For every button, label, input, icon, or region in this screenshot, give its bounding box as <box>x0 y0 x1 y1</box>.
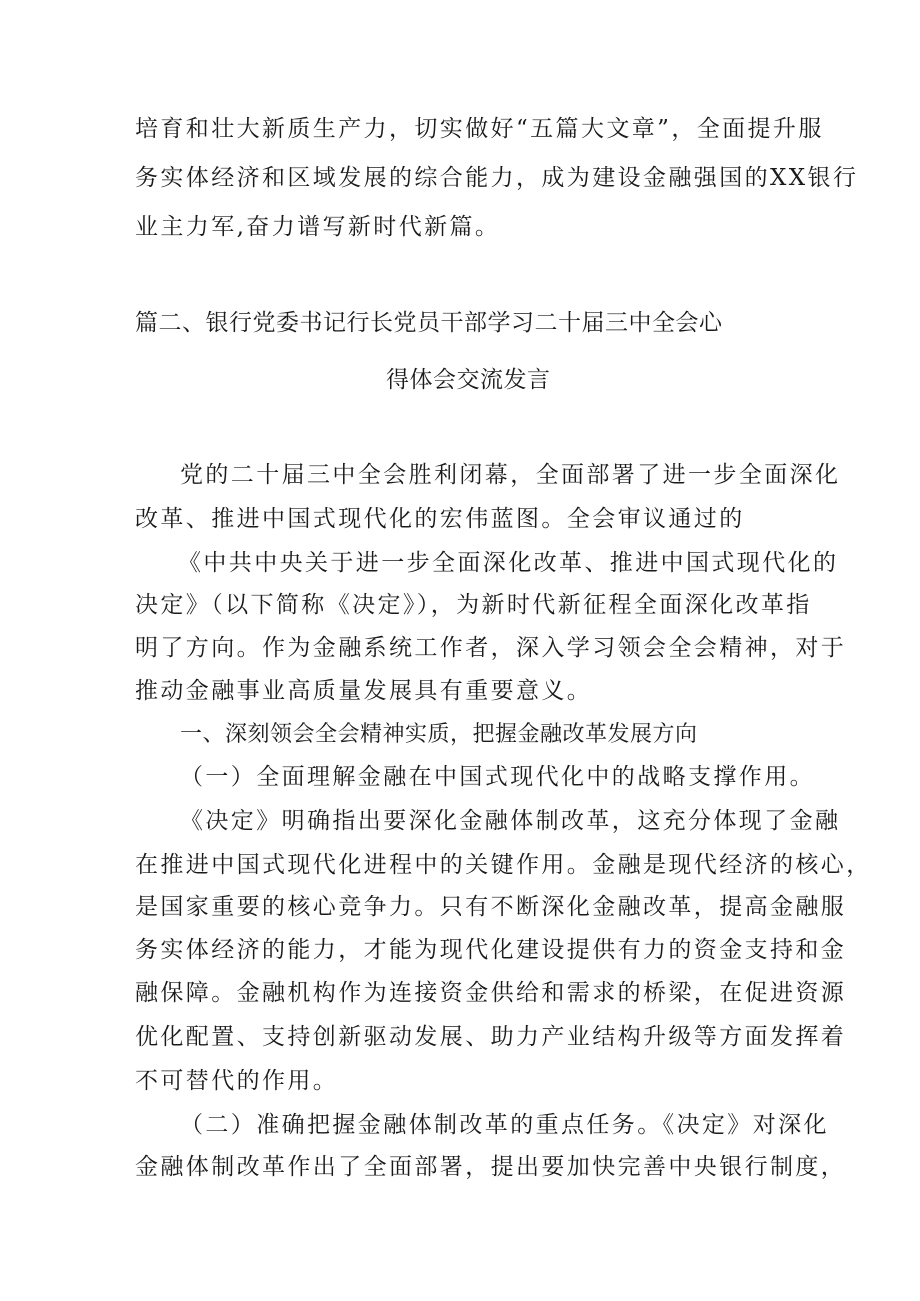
intro-line-3: 《中共中央关于进一步全面深化改革、推进中国式现代化的 <box>178 550 839 576</box>
sub1-body-line-5: 融保障。金融机构作为连接资金供给和需求的桥梁，在促进资源 <box>135 980 847 1006</box>
sub1-body-line-3: 是国家重要的核心竞争力。只有不断深化金融改革，提高金融服 <box>135 894 847 920</box>
sub1-body-line-1: 《决定》明确指出要深化金融体制改革，这充分体现了金融 <box>180 808 841 834</box>
intro-line-1: 党的二十届三中全会胜利闭幕，全面部署了进一步全面深化 <box>180 462 841 488</box>
sub1-body-line-4: 务实体经济的能力，才能为现代化建设提供有力的资金支持和金 <box>135 937 847 963</box>
intro-line-4: 决定》（以下简称《决定》），为新时代新征程全面深化改革指 <box>135 592 812 618</box>
article-title-line-1: 篇二、银行党委书记行长党员干部学习二十届三中全会心 <box>135 310 723 336</box>
continuation-line-2: 务实体经济和区域发展的综合能力，成为建设金融强国的XX银行 <box>135 165 859 191</box>
sub2-body-line-1: （二）准确把握金融体制改革的重点任务。《决定》对深化 <box>180 1112 829 1138</box>
section-1-heading: 一、深刻领会全会精神实质，把握金融改革发展方向 <box>180 722 698 747</box>
sub2-body-line-2: 金融体制改革作出了全面部署，提出要加快完善中央银行制度， <box>135 1154 847 1180</box>
intro-line-5: 明了方向。作为金融系统工作者，深入学习领会全会精神，对于 <box>135 635 847 661</box>
sub1-body-line-2: 在推进中国式现代化进程中的关键作用。金融是现代经济的核心， <box>135 852 872 878</box>
continuation-line-3: 业主力军,奋力谱写新时代新篇。 <box>135 214 501 240</box>
sub1-body-line-7: 不可替代的作用。 <box>135 1068 339 1094</box>
subsection-1-heading: （一）全面理解金融在中国式现代化中的战略支撑作用。 <box>180 764 815 790</box>
sub1-body-line-6: 优化配置、支持创新驱动发展、助力产业结构升级等方面发挥着 <box>135 1024 847 1050</box>
article-title-line-2: 得体会交流发言 <box>386 367 551 393</box>
continuation-line-1: 培育和壮大新质生产力，切实做好“五篇大文章”，全面提升服 <box>135 116 824 142</box>
intro-line-2: 改革、推进中国式现代化的宏伟蓝图。全会审议通过的 <box>135 506 745 532</box>
intro-line-6: 推动金融事业高质量发展具有重要意义。 <box>135 678 593 704</box>
